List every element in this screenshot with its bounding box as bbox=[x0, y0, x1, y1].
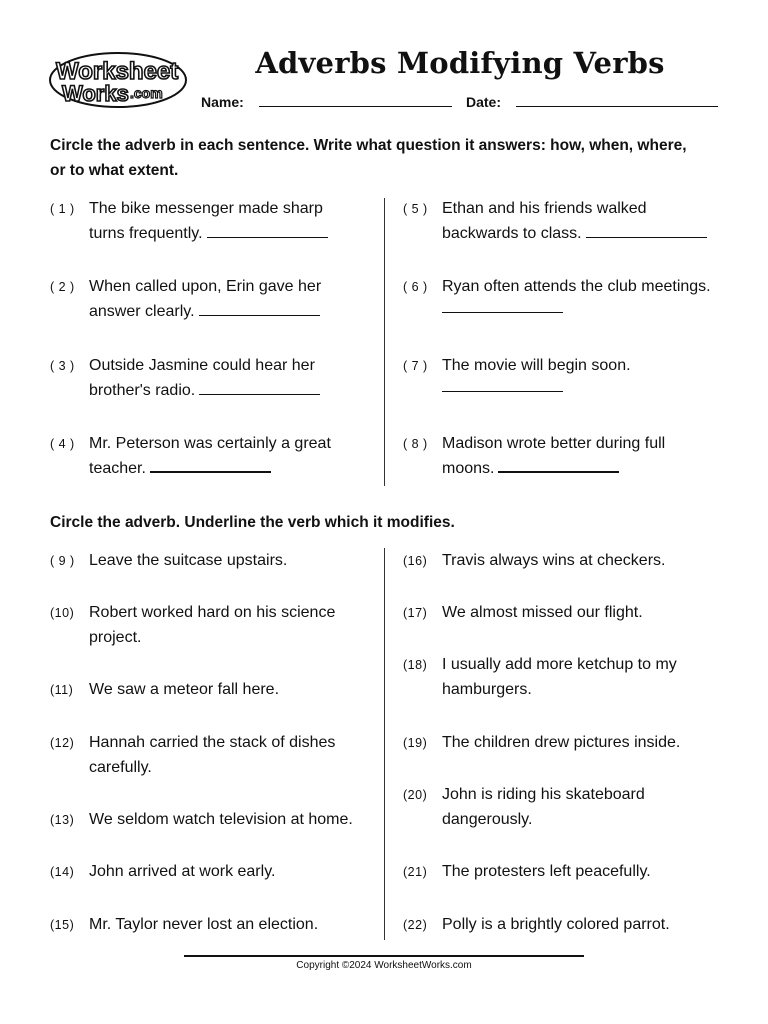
question-number: ( 7 ) bbox=[403, 359, 428, 373]
answer-blank-5[interactable] bbox=[586, 224, 707, 238]
question-number: ( 3 ) bbox=[50, 359, 75, 373]
date-label: Date: bbox=[466, 94, 502, 110]
date-field[interactable] bbox=[516, 106, 718, 107]
question-15: Mr. Taylor never lost an election. bbox=[89, 916, 319, 933]
question-17: We almost missed our flight. bbox=[442, 604, 643, 621]
question-18: I usually add more ketchup to my hamburgers. bbox=[442, 656, 677, 698]
answer-blank-3[interactable] bbox=[199, 381, 320, 395]
question-3-line1: Outside Jasmine could hear her bbox=[89, 357, 315, 374]
question-1 bbox=[89, 196, 369, 246]
question-19: The children drew pictures inside. bbox=[442, 734, 681, 751]
question-7 bbox=[442, 353, 742, 392]
question-8-line2: moons. bbox=[442, 460, 495, 477]
question-4-line1: Mr. Peterson was certainly a great bbox=[89, 435, 331, 452]
question-9: Leave the suitcase upstairs. bbox=[89, 552, 288, 569]
question-number: (12) bbox=[50, 736, 75, 750]
copyright-text: Copyright ©2024 WorksheetWorks.com bbox=[296, 960, 472, 971]
section2-instruction: Circle the adverb. Underline the verb which it modifies. bbox=[50, 514, 455, 531]
answer-blank-6[interactable] bbox=[442, 299, 563, 313]
question-number: ( 6 ) bbox=[403, 280, 428, 294]
question-12: Hannah carried the stack of dishes carefully. bbox=[89, 734, 336, 776]
logo-text-works: Works bbox=[62, 81, 129, 106]
question-number: (16) bbox=[403, 554, 428, 568]
question-6 bbox=[442, 274, 742, 313]
question-number: (20) bbox=[403, 788, 428, 802]
question-14: John arrived at work early. bbox=[89, 863, 276, 880]
question-22: Polly is a brightly colored parrot. bbox=[442, 916, 670, 933]
question-number: (13) bbox=[50, 813, 75, 827]
logo-text-worksheet: Worksheet bbox=[56, 58, 179, 85]
question-number: (14) bbox=[50, 865, 75, 879]
question-6-line1: Ryan often attends the club meetings. bbox=[442, 278, 711, 295]
question-number: (21) bbox=[403, 865, 428, 879]
question-11: We saw a meteor fall here. bbox=[89, 681, 280, 698]
question-number: (15) bbox=[50, 918, 75, 932]
question-7-line1: The movie will begin soon. bbox=[442, 357, 631, 374]
question-2 bbox=[89, 274, 369, 324]
answer-blank-1[interactable] bbox=[207, 224, 328, 238]
question-number: (10) bbox=[50, 606, 75, 620]
question-3 bbox=[89, 353, 369, 403]
question-5-line1: Ethan and his friends walked bbox=[442, 200, 647, 217]
question-4 bbox=[89, 431, 374, 481]
name-label: Name: bbox=[201, 94, 244, 110]
question-4-line2: teacher. bbox=[89, 460, 146, 477]
question-1-line2: turns frequently. bbox=[89, 225, 203, 242]
answer-blank-4[interactable] bbox=[150, 458, 271, 473]
question-8 bbox=[442, 431, 742, 481]
question-number: (19) bbox=[403, 736, 428, 750]
answer-blank-7[interactable] bbox=[442, 378, 563, 392]
question-13: We seldom watch television at home. bbox=[89, 811, 353, 828]
question-number: ( 5 ) bbox=[403, 202, 428, 216]
question-10: Robert worked hard on his science project. bbox=[89, 604, 336, 646]
question-number: (11) bbox=[50, 683, 74, 697]
question-1-line1: The bike messenger made sharp bbox=[89, 200, 323, 217]
name-field[interactable] bbox=[259, 106, 452, 107]
question-number: ( 2 ) bbox=[50, 280, 75, 294]
question-5-line2: backwards to class. bbox=[442, 225, 582, 242]
question-20: John is riding his skateboard dangerously. bbox=[442, 786, 645, 828]
worksheet-title: Adverbs Modifying Verbs bbox=[255, 46, 665, 80]
question-2-line2: answer clearly. bbox=[89, 303, 195, 320]
footer-divider bbox=[184, 955, 584, 957]
question-number: ( 8 ) bbox=[403, 437, 428, 451]
question-8-line1: Madison wrote better during full bbox=[442, 435, 666, 452]
question-number: (22) bbox=[403, 918, 428, 932]
question-3-line2: brother's radio. bbox=[89, 382, 196, 399]
question-number: ( 4 ) bbox=[50, 437, 75, 451]
section1-instruction: Circle the adverb in each sentence. Write what question it answers: how, when, where, or to what extent. bbox=[50, 137, 687, 179]
question-16: Travis always wins at checkers. bbox=[442, 552, 666, 569]
answer-blank-8[interactable] bbox=[498, 458, 619, 473]
worksheetworks-logo bbox=[48, 50, 188, 110]
question-number: ( 1 ) bbox=[50, 202, 75, 216]
question-5 bbox=[442, 196, 742, 246]
question-number: (18) bbox=[403, 658, 428, 672]
section2-column-divider bbox=[384, 548, 385, 940]
question-number: (17) bbox=[403, 606, 428, 620]
question-2-line1: When called upon, Erin gave her bbox=[89, 278, 322, 295]
logo-text-com: .com bbox=[130, 85, 163, 101]
section1-column-divider bbox=[384, 198, 385, 486]
question-21: The protesters left peacefully. bbox=[442, 863, 651, 880]
question-number: ( 9 ) bbox=[50, 554, 75, 568]
answer-blank-2[interactable] bbox=[199, 302, 320, 316]
